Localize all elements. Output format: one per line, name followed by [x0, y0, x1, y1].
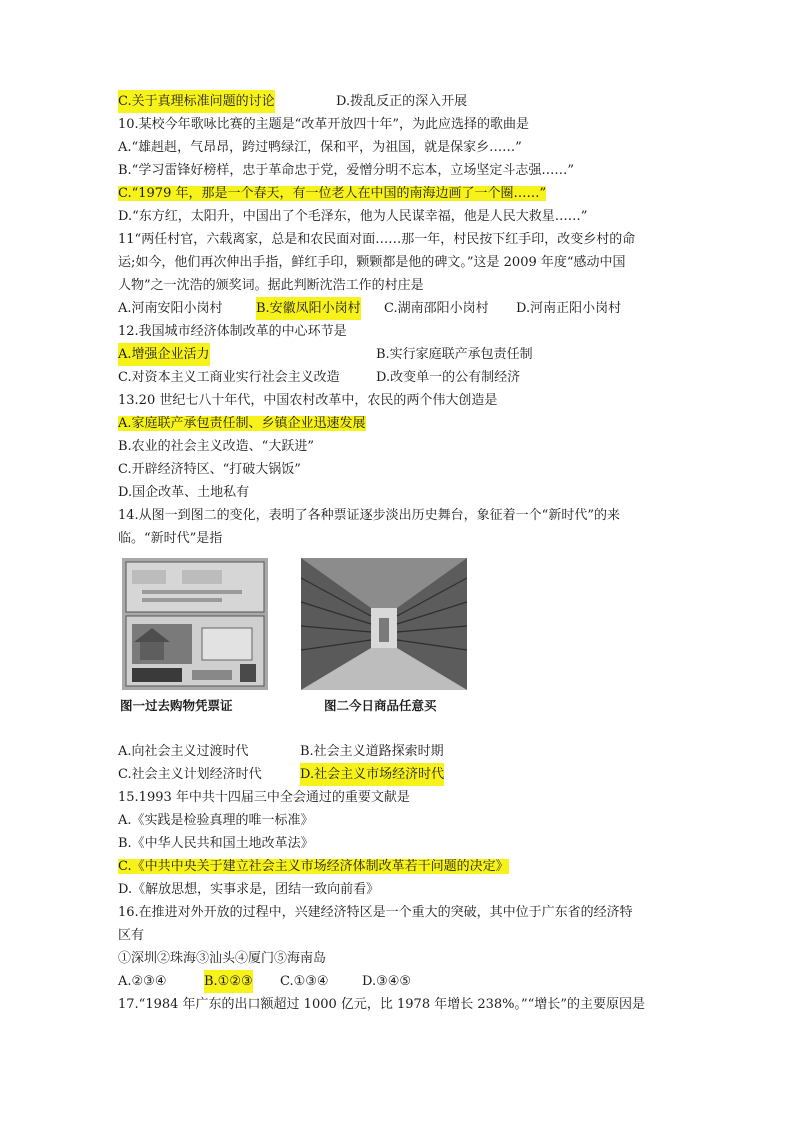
- q10-stem: 10.某校今年歌咏比赛的主题是“改革开放四十年”，为此应选择的歌曲是: [118, 117, 529, 132]
- q13-option-c: C.开辟经济特区、“打破大锅饭”: [118, 462, 301, 477]
- q11-options: [118, 297, 688, 320]
- q11-option-c: C.湖南邵阳小岗村: [384, 301, 489, 316]
- q12-options-row2: [118, 366, 688, 389]
- q14-option-c: C.社会主义计划经济时代: [118, 767, 262, 782]
- q16-stem-line2: 区有: [118, 928, 145, 943]
- q11-stem-line1: 11“两任村官，六载离家，总是和农民面对面……那一年，村民按下红手印，改变乡村的命: [118, 232, 636, 247]
- q15-option-d: D.《解放思想，实事求是，团结一致向前看》: [118, 882, 380, 897]
- q11-option-a: A.河南安阳小岗村: [118, 301, 223, 316]
- q10-option-c: C.“1979 年，那是一个春天，有一位老人在中国的南海边画了一个圈……”: [118, 186, 547, 201]
- q12-option-d: D.改变单一的公有制经济: [376, 370, 521, 385]
- q12-option-a: A.增强企业活力: [118, 343, 210, 366]
- ration-coupon-image: [122, 558, 268, 690]
- q15-option-c: C.《中共中央关于建立社会主义市场经济体制改革若干问题的决定》: [118, 859, 509, 874]
- q13-option-d: D.国企改革、土地私有: [118, 485, 250, 500]
- q12-option-b: B.实行家庭联产承包责任制: [376, 347, 533, 362]
- q11-option-b: B.安徽凤阳小岗村: [256, 297, 361, 320]
- q14-figures: [118, 558, 688, 740]
- q12-options-row1: [118, 343, 688, 366]
- q11-option-d: D.河南正阳小岗村: [516, 301, 622, 316]
- q15-option-a: A.《实践是检验真理的唯一标准》: [118, 813, 314, 828]
- q14-options-row2: [118, 763, 688, 786]
- q12-option-c: C.对资本主义工商业实行社会主义改造: [118, 370, 340, 385]
- q9-option-d: D.拨乱反正的深入开展: [336, 94, 468, 109]
- q14-option-d: D.社会主义市场经济时代: [300, 763, 444, 786]
- q14-option-a: A.向社会主义过渡时代: [118, 744, 249, 759]
- q17-stem: 17.“1984 年广东的出口额超过 1000 亿元，比 1978 年增长 238%。”“增长”的主要原因是: [118, 997, 645, 1012]
- q10-option-a: A.“雄赳赳，气昂昂，跨过鸭绿江，保和平，为祖国，就是保家乡……”: [118, 140, 522, 155]
- q13-option-b: B.农业的社会主义改造、“大跃进”: [118, 439, 314, 454]
- q15-stem: 15.1993 年中共十四届三中全会通过的重要文献是: [118, 790, 410, 805]
- q10-option-d: D.“东方红，太阳升，中国出了个毛泽东，他为人民谋幸福，他是人民大救星……”: [118, 209, 588, 224]
- figure2-caption: 图二今日商品任意买: [324, 698, 437, 713]
- q14-stem-line1: 14.从图一到图二的变化，表明了各种票证逐步淡出历史舞台，象征着一个“新时代”的来: [118, 508, 620, 523]
- q16-options: [118, 970, 688, 993]
- q13-option-a: A.家庭联产承包责任制、乡镇企业迅速发展: [118, 416, 366, 431]
- q15-option-b: B.《中华人民共和国土地改革法》: [118, 836, 314, 851]
- q16-option-c: C.①③④: [280, 974, 329, 989]
- q16-items: ①深圳②珠海③汕头④厦门⑤海南岛: [118, 951, 327, 966]
- q10-option-b: B.“学习雷锋好榜样，忠于革命忠于党，爱憎分明不忘本，立场坚定斗志强……”: [118, 163, 574, 178]
- q16-option-a: A.②③④: [118, 974, 167, 989]
- q11-stem-line2: 运;如今，他们再次伸出手指，鲜红手印，颗颗都是他的碑文。”这是 2009 年度“感动中国: [118, 255, 626, 270]
- q12-stem: 12.我国城市经济体制改革的中心环节是: [118, 324, 347, 339]
- exam-page: [118, 90, 688, 1017]
- figure1-caption: 图一过去购物凭票证: [120, 698, 233, 713]
- q9-options-line: [118, 90, 688, 113]
- q13-stem: 13.20 世纪七八十年代，中国农村改革中，农民的两个伟大创造是: [118, 393, 498, 408]
- q16-option-d: D.③④⑤: [362, 974, 412, 989]
- q16-stem-line1: 16.在推进对外开放的过程中，兴建经济特区是一个重大的突破，其中位于广东省的经济特: [118, 905, 633, 920]
- q16-option-b: B.①②③: [204, 970, 253, 993]
- q11-stem-line3: 人物”之一沈浩的颁奖词。据此判断沈浩工作的村庄是: [118, 278, 424, 293]
- q9-option-c: C.关于真理标准问题的讨论: [118, 90, 275, 113]
- q14-option-b: B.社会主义道路探索时期: [300, 744, 444, 759]
- q14-options-row1: [118, 740, 688, 763]
- supermarket-aisle-image: [301, 558, 467, 690]
- q14-stem-line2: 临。“新时代”是指: [118, 531, 223, 546]
